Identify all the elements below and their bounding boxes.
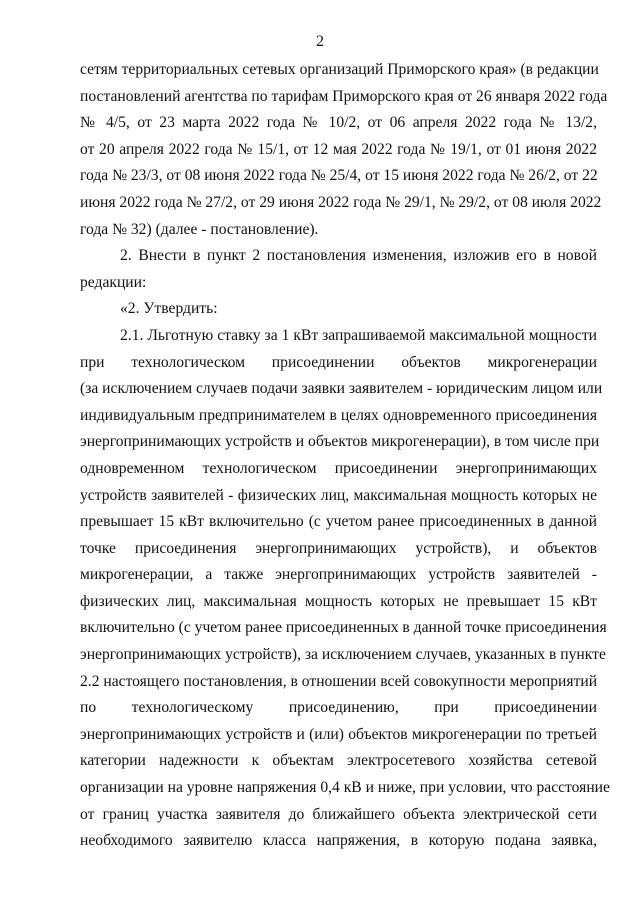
text-line: от границ участка заявителя до ближайшего объекта электрической сети <box>80 805 597 823</box>
text-line: точке присоединения энергопринимающих устройств), и объектов <box>80 539 597 557</box>
text-line: «2. Утвердить: <box>120 300 218 318</box>
text-line: при технологическом присоединении объектов микрогенерации <box>80 353 597 371</box>
text-line: энергопринимающих устройств и (или) объектов микрогенерации по третьей <box>80 725 597 743</box>
text-line: категории надежности к объектам электросетевого хозяйства сетевой <box>80 752 597 770</box>
text-line: превышает 15 кВт включительно (с учетом ранее присоединенных в данной <box>80 513 597 531</box>
text-line: (за исключением случаев подачи заявки заявителем - юридическим лицом или <box>80 380 603 398</box>
text-line: энергопринимающих устройств и объектов микрогенерации), в том числе при <box>80 433 600 451</box>
text-line: необходимого заявителю класса напряжения, в которую подана заявка, <box>80 832 597 850</box>
text-line: года № 32) (далее - постановление). <box>80 220 319 238</box>
text-line: включительно (с учетом ранее присоединенных в данной точке присоединения <box>80 619 607 637</box>
text-line: года № 23/3, от 08 июня 2022 года № 25/4, от 15 июня 2022 года № 26/2, от 22 <box>80 167 598 185</box>
text-line: 2.2 настоящего постановления, в отношении всей совокупности мероприятий <box>80 672 598 690</box>
text-line: июня 2022 года № 27/2, от 29 июня 2022 года № 29/1, № 29/2, от 08 июля 2022 <box>80 193 602 211</box>
text-line: редакции: <box>80 273 147 291</box>
text-line: 2.1. Льготную ставку за 1 кВт запрашиваемой максимальной мощности <box>120 326 597 344</box>
text-line: устройств заявителей - физических лиц, максимальная мощность которых не <box>80 486 597 504</box>
text-line: постановлений агентства по тарифам Приморского края от 26 января 2022 года <box>80 87 608 105</box>
document-body <box>80 57 610 855</box>
text-line: сетям территориальных сетевых организаций Приморского края» (в редакции <box>80 61 599 78</box>
text-line: организации на уровне напряжения 0,4 кВ и ниже, при условии, что расстояние <box>80 779 610 797</box>
text-line: энергопринимающих устройств), за исключением случаев, указанных в пункте <box>80 646 606 664</box>
text-line: по технологическому присоединению, при присоединении <box>80 699 597 717</box>
page-number: 2 <box>316 33 324 50</box>
text-line: индивидуальным предпринимателем в целях одновременного присоединения <box>80 406 597 424</box>
text-line: микрогенерации, а также энергопринимающих устройств заявителей - <box>80 566 597 584</box>
text-line: 2. Внести в пункт 2 постановления изменения, изложив его в новой <box>120 247 597 265</box>
text-line: № 4/5, от 23 марта 2022 года № 10/2, от 06 апреля 2022 года № 13/2, <box>80 114 597 132</box>
text-line: физических лиц, максимальная мощность которых не превышает 15 кВт <box>80 592 597 610</box>
text-line: от 20 апреля 2022 года № 15/1, от 12 мая 2022 года № 19/1, от 01 июня 2022 <box>80 140 597 158</box>
text-line: одновременном технологическом присоединении энергопринимающих <box>80 459 597 477</box>
